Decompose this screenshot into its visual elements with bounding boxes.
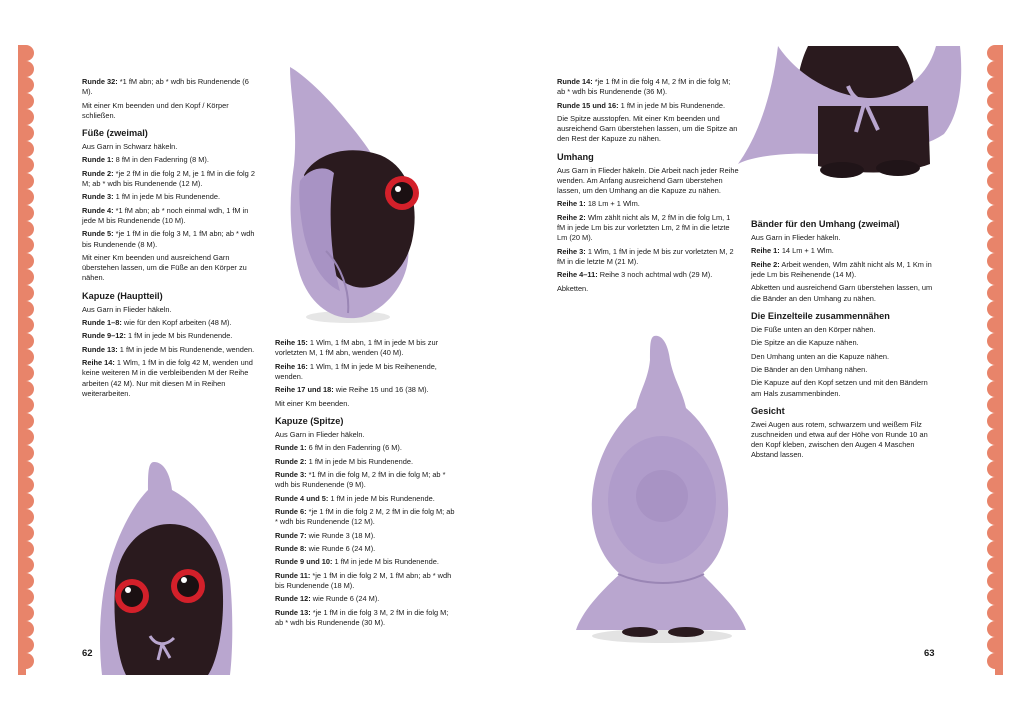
- instruction-paragraph: [275, 443, 455, 453]
- instruction-paragraph: [82, 192, 258, 202]
- instruction-paragraph: [82, 318, 258, 328]
- instruction-text: Abketten und ausreichend Garn überstehen lassen, um die Bänder an den Umhang zu nähen.: [751, 283, 933, 303]
- instruction-paragraph: [751, 260, 935, 280]
- scallop: [18, 301, 34, 317]
- scallop: [987, 253, 1003, 269]
- instruction-label: Runde 11:: [275, 570, 311, 580]
- instruction-text: *1 fM abn; ab * wdh bis Rundenende (6 M).: [82, 77, 249, 97]
- instruction-text: 1 Wlm, 1 fM in jede M bis Reihenende, wenden.: [275, 361, 437, 381]
- section-heading: Gesicht: [751, 405, 785, 416]
- scallop: [987, 589, 1003, 605]
- instruction-paragraph: [751, 365, 935, 375]
- instruction-paragraph: [751, 420, 935, 461]
- scallop: [18, 541, 34, 557]
- section-heading: Kapuze (Spitze): [275, 415, 344, 426]
- instruction-text: 1 Wlm, 1 fM in jede M bis zur vorletzten M, 2 fM in die letzte M (21 M).: [557, 246, 734, 266]
- scallop: [18, 109, 34, 125]
- instruction-paragraph: [82, 169, 258, 189]
- instruction-text: Mit einer Km beenden und ausreichend Garn überstehen lassen, um die Füße an den Körper zu nähen.: [82, 252, 247, 283]
- instruction-paragraph: [82, 229, 258, 249]
- instruction-text: 8 fM in den Fadenring (8 M).: [113, 155, 209, 165]
- scallop: [18, 461, 34, 477]
- left-page-column-1: [82, 77, 258, 402]
- instruction-paragraph: [275, 608, 455, 628]
- scallop: [987, 221, 1003, 237]
- instruction-paragraph: [557, 166, 739, 197]
- scallop: [18, 413, 34, 429]
- instruction-paragraph: [82, 206, 258, 226]
- instruction-label: Reihe 14:: [82, 358, 115, 368]
- instruction-paragraph: [557, 199, 739, 209]
- instruction-paragraph: [275, 457, 455, 467]
- instruction-paragraph: [82, 77, 258, 97]
- instruction-text: Aus Garn in Flieder häkeln. Die Arbeit nach jeder Reihe wenden. Am Anfang ausreichend Garn überstehen lassen, um den Umhang an die Kapuze zu nähen.: [557, 165, 739, 195]
- instruction-label: Runde 2:: [275, 456, 307, 466]
- instruction-paragraph: [557, 247, 739, 267]
- scallop: [18, 381, 34, 397]
- instruction-text: Die Kapuze auf den Kopf setzen und mit den Bändern am Hals zusammenbinden.: [751, 378, 928, 398]
- instruction-text: Die Füße unten an den Körper nähen.: [751, 324, 876, 334]
- scallop: [18, 61, 34, 77]
- instruction-text: Mit einer Km beenden.: [275, 398, 350, 408]
- instruction-text: wie Runde 6 (24 M).: [306, 543, 376, 553]
- instruction-paragraph: [275, 594, 455, 604]
- instruction-paragraph: [557, 101, 739, 111]
- scallop: [987, 349, 1003, 365]
- instruction-label: Runde 14:: [557, 77, 593, 86]
- instruction-text: wie Reihe 15 und 16 (38 M).: [333, 385, 429, 395]
- scallop: [987, 493, 1003, 509]
- instruction-label: Runde 1:: [275, 443, 307, 453]
- page-number-right: 63: [924, 648, 935, 659]
- instruction-text: 1 fM in jede M bis Rundenende, wenden.: [117, 344, 255, 354]
- scallop: [18, 477, 34, 493]
- instruction-paragraph: [275, 362, 455, 382]
- instruction-text: 1 fM in jede M bis Rundenende.: [113, 192, 221, 202]
- scallop: [18, 429, 34, 445]
- scallop: [18, 45, 34, 61]
- instruction-text: Die Spitze ausstopfen. Mit einer Km beenden und ausreichend Garn überstehen lassen, um die Spitze an den Rest der Kapuze zu nähen.: [557, 113, 738, 144]
- instruction-label: Reihe 15:: [275, 338, 308, 347]
- scallop: [18, 77, 34, 93]
- scallop: [987, 77, 1003, 93]
- scallop: [987, 653, 1003, 669]
- amigurumi-back-view-photo: [570, 330, 755, 650]
- instruction-label: Runde 12:: [275, 594, 311, 604]
- instruction-paragraph: [82, 253, 258, 284]
- instruction-paragraph: [557, 77, 739, 97]
- instruction-text: 14 Lm + 1 Wlm.: [779, 246, 834, 256]
- instruction-paragraph: [275, 470, 455, 490]
- instruction-text: Die Spitze an die Kapuze nähen.: [751, 338, 859, 348]
- scallop: [987, 301, 1003, 317]
- scallop: [987, 541, 1003, 557]
- instruction-paragraph: [82, 358, 258, 399]
- instruction-label: Reihe 2:: [751, 259, 780, 269]
- instruction-label: Reihe 3:: [557, 246, 586, 256]
- scallop: [18, 157, 34, 173]
- scallop: [987, 365, 1003, 381]
- instruction-text: 1 fM in jede M bis Rundenende.: [332, 557, 439, 567]
- instruction-text: *je 2 fM in die folg 2 M, je 1 fM in die folg 2 M; ab * wdh bis Rundenende (12 M).: [82, 168, 255, 188]
- scallop: [987, 557, 1003, 573]
- instruction-paragraph: [751, 233, 935, 243]
- instruction-paragraph: [275, 571, 455, 591]
- scallop: [987, 605, 1003, 621]
- instruction-label: Reihe 1:: [751, 246, 780, 256]
- scallop: [987, 429, 1003, 445]
- instruction-paragraph: [751, 352, 935, 362]
- right-scallop-border: [981, 45, 1003, 675]
- scallop: [18, 237, 34, 253]
- instruction-paragraph: [751, 283, 935, 303]
- right-page-column-2: [751, 212, 935, 464]
- scallop: [18, 221, 34, 237]
- scallop: [18, 605, 34, 621]
- left-scallop-border: [18, 45, 40, 675]
- instruction-paragraph: [557, 284, 739, 294]
- instruction-text: Aus Garn in Flieder häkeln.: [751, 233, 841, 242]
- scallop: [18, 125, 34, 141]
- instruction-paragraph: [275, 507, 455, 527]
- instruction-paragraph: [557, 270, 739, 280]
- section-heading: Kapuze (Hauptteil): [82, 290, 163, 301]
- instruction-label: Reihe 16:: [275, 361, 308, 371]
- instruction-paragraph: [275, 544, 455, 554]
- instruction-paragraph: [82, 345, 258, 355]
- instruction-text: Den Umhang unten an die Kapuze nähen.: [751, 351, 890, 361]
- instruction-text: *je 1 fM in die folg 3 M, 1 fM abn; ab * wdh bis Rundenende (8 M).: [82, 229, 255, 249]
- scallop: [18, 573, 34, 589]
- scallop: [18, 189, 34, 205]
- scallop: [18, 317, 34, 333]
- scallop: [18, 557, 34, 573]
- scallop: [987, 509, 1003, 525]
- instruction-text: Arbeit wenden, Wlm zählt nicht als M, 1 Km in jede Lm bis Reihenende (14 M).: [751, 259, 932, 279]
- instruction-text: wie Runde 3 (18 M).: [306, 530, 376, 540]
- scallop: [18, 141, 34, 157]
- scallop: [987, 269, 1003, 285]
- instruction-paragraph: [275, 531, 455, 541]
- scallop: [987, 205, 1003, 221]
- instruction-text: wie Runde 6 (24 M).: [310, 594, 380, 604]
- instruction-paragraph: [557, 213, 739, 244]
- instruction-paragraph: [557, 114, 739, 145]
- scallop: [987, 157, 1003, 173]
- scallop: [987, 93, 1003, 109]
- scallop: [18, 653, 34, 669]
- scallop: [18, 93, 34, 109]
- instruction-paragraph: [275, 557, 455, 567]
- scallop: [987, 333, 1003, 349]
- instruction-paragraph: [275, 385, 455, 395]
- instruction-label: Reihe 1:: [557, 199, 586, 209]
- scallop: [987, 461, 1003, 477]
- section-heading: Bänder für den Umhang (zweimal): [751, 219, 900, 229]
- instruction-text: 1 fM in jede M bis Rundenende.: [328, 493, 435, 503]
- scallop: [18, 205, 34, 221]
- scallop: [987, 397, 1003, 413]
- section-heading: Füße (zweimal): [82, 128, 148, 138]
- instruction-label: Runde 13:: [275, 607, 311, 617]
- instruction-paragraph: [82, 142, 258, 152]
- instruction-label: Runde 3:: [82, 192, 114, 202]
- instruction-label: Runde 8:: [275, 543, 307, 553]
- instruction-label: Runde 1:: [82, 155, 114, 165]
- scallop: [18, 525, 34, 541]
- scallop: [18, 349, 34, 365]
- scallop: [987, 637, 1003, 653]
- scallop: [987, 173, 1003, 189]
- scallop: [987, 413, 1003, 429]
- instruction-text: 1 Wlm, 1 fM in die folg 42 M, wenden und keine weiteren M in die verbleibenden M der Reihe arbeiten (42 M). Nur mit diesen M in Reihen weiterarbeiten.: [82, 358, 253, 398]
- scallop: [987, 237, 1003, 253]
- instruction-paragraph: [751, 325, 935, 335]
- instruction-label: Runde 7:: [275, 530, 307, 540]
- scallop: [987, 525, 1003, 541]
- scallop: [18, 445, 34, 461]
- scallop: [18, 173, 34, 189]
- instruction-paragraph: [751, 246, 935, 256]
- instruction-text: Zwei Augen aus rotem, schwarzem und weißem Filz zuschneiden und etwa auf der Höhe von Runde 10 an den Kopf kleben, zwischen den Augen 4 Maschen Abstand lassen.: [751, 419, 928, 460]
- instruction-paragraph: [82, 305, 258, 315]
- instruction-text: 1 fM in jede M bis Rundenende.: [618, 100, 726, 110]
- instruction-label: Reihe 4–11:: [557, 270, 598, 280]
- scallop: [987, 141, 1003, 157]
- amigurumi-cape-detail-photo: [738, 46, 966, 186]
- instruction-text: 1 fM in jede M bis Rundenende.: [125, 331, 233, 341]
- instruction-text: *1 fM abn; ab * noch einmal wdh, 1 fM in jede M bis Rundenende (10 M).: [82, 205, 249, 225]
- amigurumi-side-view-photo: [270, 55, 450, 330]
- instruction-label: Runde 13:: [82, 344, 118, 354]
- instruction-label: Runde 3:: [275, 469, 307, 479]
- scallop: [987, 109, 1003, 125]
- left-page-column-2: [275, 338, 455, 631]
- right-page-column-1: [557, 77, 739, 297]
- instruction-label: Runde 2:: [82, 168, 114, 178]
- instruction-paragraph: [82, 101, 258, 121]
- instruction-label: Reihe 2:: [557, 212, 586, 222]
- instruction-label: Runde 9–12:: [82, 331, 126, 341]
- amigurumi-face-closeup-photo: [92, 460, 242, 675]
- instruction-paragraph: [275, 399, 455, 409]
- scallop: [18, 365, 34, 381]
- scallop: [18, 269, 34, 285]
- instruction-text: *je 1 fM in die folg 4 M, 2 fM in die folg M; ab * wdh bis Rundenende (36 M).: [557, 77, 731, 97]
- instruction-paragraph: [82, 155, 258, 165]
- instruction-text: Mit einer Km beenden und den Kopf / Körper schließen.: [82, 100, 229, 120]
- instruction-label: Reihe 17 und 18:: [275, 385, 334, 395]
- instruction-paragraph: [82, 331, 258, 341]
- scallop: [987, 285, 1003, 301]
- scallop: [18, 285, 34, 301]
- instruction-paragraph: [275, 338, 455, 358]
- instruction-label: Runde 4:: [82, 205, 114, 215]
- instruction-text: Aus Garn in Flieder häkeln.: [82, 304, 172, 314]
- instruction-label: Runde 1–8:: [82, 317, 122, 327]
- scallop: [18, 253, 34, 269]
- section-heading: Umhang: [557, 151, 594, 162]
- instruction-text: *je 1 fM in die folg 2 M, 2 fM in die folg M; ab * wdh bis Rundenende (12 M).: [275, 506, 455, 527]
- instruction-label: Runde 5:: [82, 229, 114, 239]
- instruction-label: Runde 6:: [275, 506, 307, 516]
- instruction-text: wie für den Kopf arbeiten (48 M).: [121, 317, 232, 327]
- scallop: [987, 61, 1003, 77]
- scallop: [987, 45, 1003, 61]
- section-heading: Die Einzelteile zusammennähen: [751, 310, 890, 321]
- instruction-text: Abketten.: [557, 283, 589, 293]
- instruction-text: 1 fM in jede M bis Rundenende.: [306, 456, 414, 466]
- instruction-text: Aus Garn in Schwarz häkeln.: [82, 142, 178, 151]
- instruction-paragraph: [275, 494, 455, 504]
- scallop: [987, 445, 1003, 461]
- instruction-label: Runde 15 und 16:: [557, 100, 619, 110]
- instruction-text: 6 fM in den Fadenring (6 M).: [306, 443, 402, 453]
- instruction-text: Wlm zählt nicht als M, 2 fM in die folg Lm, 1 fM in jede Lm bis zur vorletzten Lm, 2 fM in die letzte Lm (20 M).: [557, 212, 731, 243]
- instruction-label: Runde 32:: [82, 77, 118, 86]
- instruction-text: *je 1 fM in die folg 2 M, 1 fM abn; ab * wdh bis Rundenende (18 M).: [275, 570, 452, 590]
- instruction-text: Aus Garn in Flieder häkeln.: [275, 429, 365, 439]
- scallop: [18, 397, 34, 413]
- page-number-left: 62: [82, 648, 93, 659]
- scallop: [18, 637, 34, 653]
- scallop: [987, 189, 1003, 205]
- instruction-text: Reihe 3 noch achtmal wdh (29 M).: [597, 270, 713, 280]
- scallop: [987, 317, 1003, 333]
- scallop: [18, 621, 34, 637]
- instruction-text: 18 Lm + 1 Wlm.: [585, 199, 640, 209]
- instruction-text: *1 fM in die folg M, 2 fM in die folg M; ab * wdh bis Rundenende (9 M).: [275, 469, 446, 490]
- scallop: [987, 125, 1003, 141]
- scallop: [987, 573, 1003, 589]
- instruction-paragraph: [751, 378, 935, 398]
- instruction-label: Runde 4 und 5:: [275, 493, 329, 503]
- scallop: [18, 333, 34, 349]
- instruction-text: *je 1 fM in die folg 3 M, 2 fM in die folg M; ab * wdh bis Rundenende (30 M).: [275, 607, 449, 627]
- instruction-text: Die Bänder an den Umhang nähen.: [751, 364, 868, 374]
- instruction-label: Runde 9 und 10:: [275, 557, 333, 567]
- instruction-paragraph: [275, 430, 455, 440]
- scallop: [18, 509, 34, 525]
- instruction-text: 1 Wlm, 1 fM abn, 1 fM in jede M bis zur vorletzten M, 1 fM abn, wenden (40 M).: [275, 338, 439, 358]
- scallop: [987, 381, 1003, 397]
- scallop: [987, 621, 1003, 637]
- instruction-paragraph: [751, 338, 935, 348]
- scallop: [18, 589, 34, 605]
- scallop: [987, 477, 1003, 493]
- scallop: [18, 493, 34, 509]
